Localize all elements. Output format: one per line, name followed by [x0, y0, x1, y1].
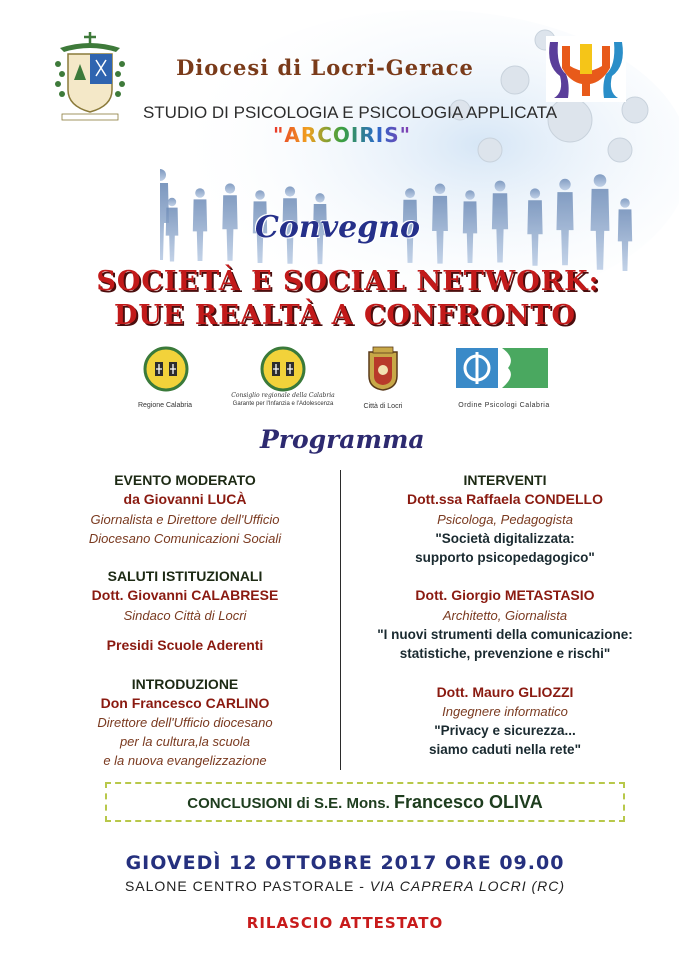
bishop-coat-of-arms-icon	[50, 30, 130, 122]
speaker1-name: Dott.ssa Raffaela CONDELLO	[406, 491, 604, 507]
evento-role-1: Giornalista e Direttore dell'Ufficio	[90, 512, 280, 527]
venue-address: VIA CAPRERA LOCRI (RC)	[369, 878, 566, 894]
saluti-name: Dott. Giovanni CALABRESE	[91, 587, 279, 603]
column-divider	[340, 470, 341, 770]
intro-name: Don Francesco CARLINO	[100, 695, 270, 711]
psychology-psi-logo-icon	[546, 36, 626, 102]
arcoiris-name	[222, 123, 462, 147]
speaker2-name: Dott. Giorgio METASTASIO	[415, 587, 595, 603]
consiglio-label-1: Consiglio regionale della Calabria	[231, 392, 335, 399]
speaker3-talk-1: "Privacy e sicurezza...	[434, 723, 576, 738]
convegno-label: Convegno	[255, 210, 421, 245]
intro-role-3: e la nuova evangelizzazione	[103, 753, 267, 768]
evento-name: da Giovanni LUCÀ	[123, 491, 247, 507]
saluti-heading: SALUTI ISTITUZIONALI	[107, 568, 263, 584]
arcoiris-text: "ARCOIRIS"	[272, 123, 412, 147]
main-title-line2: DUE REALTÀ A CONFRONTO	[113, 300, 577, 331]
event-venue	[100, 878, 590, 894]
intro-heading: INTRODUZIONE	[131, 676, 239, 692]
consiglio-emblem-icon	[260, 346, 306, 392]
speaker3-name: Dott. Mauro GLIOZZI	[436, 684, 574, 700]
conclusioni-name: Francesco OLIVA	[393, 792, 543, 812]
event-date: GIOVEDÌ 12 OTTOBRE 2017 ORE 09.00	[125, 852, 565, 874]
evento-role-2: Diocesano Comunicazioni Sociali	[88, 531, 282, 546]
regione-calabria-emblem-icon	[143, 346, 189, 392]
studio-subtitle: STUDIO DI PSICOLOGIA E PSICOLOGIA APPLICATA	[142, 103, 558, 122]
diocese-title: Diocesi di Locri-Gerace	[176, 55, 474, 80]
main-title-line1: SOCIETÀ E SOCIAL NETWORK:	[96, 266, 600, 297]
speaker3-talk-2: siamo caduti nella rete"	[429, 742, 581, 757]
venue-prefix: SALONE CENTRO PASTORALE -	[124, 878, 370, 894]
regione-label: Regione Calabria	[137, 402, 193, 409]
conclusioni-text	[105, 792, 625, 813]
evento-heading: EVENTO MODERATO	[114, 472, 256, 488]
conclusioni-prefix: CONCLUSIONI di S.E. Mons.	[187, 795, 390, 812]
intro-role-2: per la cultura,la scuola	[119, 734, 251, 749]
citta-locri-emblem-icon	[365, 346, 401, 392]
speaker2-role: Architetto, Giornalista	[442, 608, 568, 623]
programma-heading: Programma	[260, 425, 425, 454]
speaker2-talk-1: "I nuovi strumenti della comunicazione:	[377, 627, 633, 642]
ordine-label: Ordine Psicologi Calabria	[458, 402, 550, 409]
speaker1-talk-2: supporto psicopedagogico"	[415, 550, 595, 565]
citta-label: Città di Locri	[363, 403, 403, 410]
speaker2-talk-2: statistiche, prevenzione e rischi"	[399, 646, 611, 661]
intro-role-1: Direttore dell'Ufficio diocesano	[97, 715, 273, 730]
speaker1-role: Psicologa, Pedagogista	[437, 512, 573, 527]
ordine-psicologi-logo-icon	[456, 346, 548, 390]
consiglio-label-2: Garante per l'Infanzia e l'Adolescenza	[232, 401, 334, 407]
interventi-heading: INTERVENTI	[463, 472, 547, 488]
presidi-text: Presidi Scuole Aderenti	[106, 637, 264, 653]
saluti-role: Sindaco Città di Locri	[123, 608, 247, 623]
attestato-note: RILASCIO ATTESTATO	[246, 914, 444, 932]
speaker1-talk-1: "Società digitalizzata:	[435, 531, 575, 546]
speaker3-role: Ingegnere informatico	[442, 704, 568, 719]
